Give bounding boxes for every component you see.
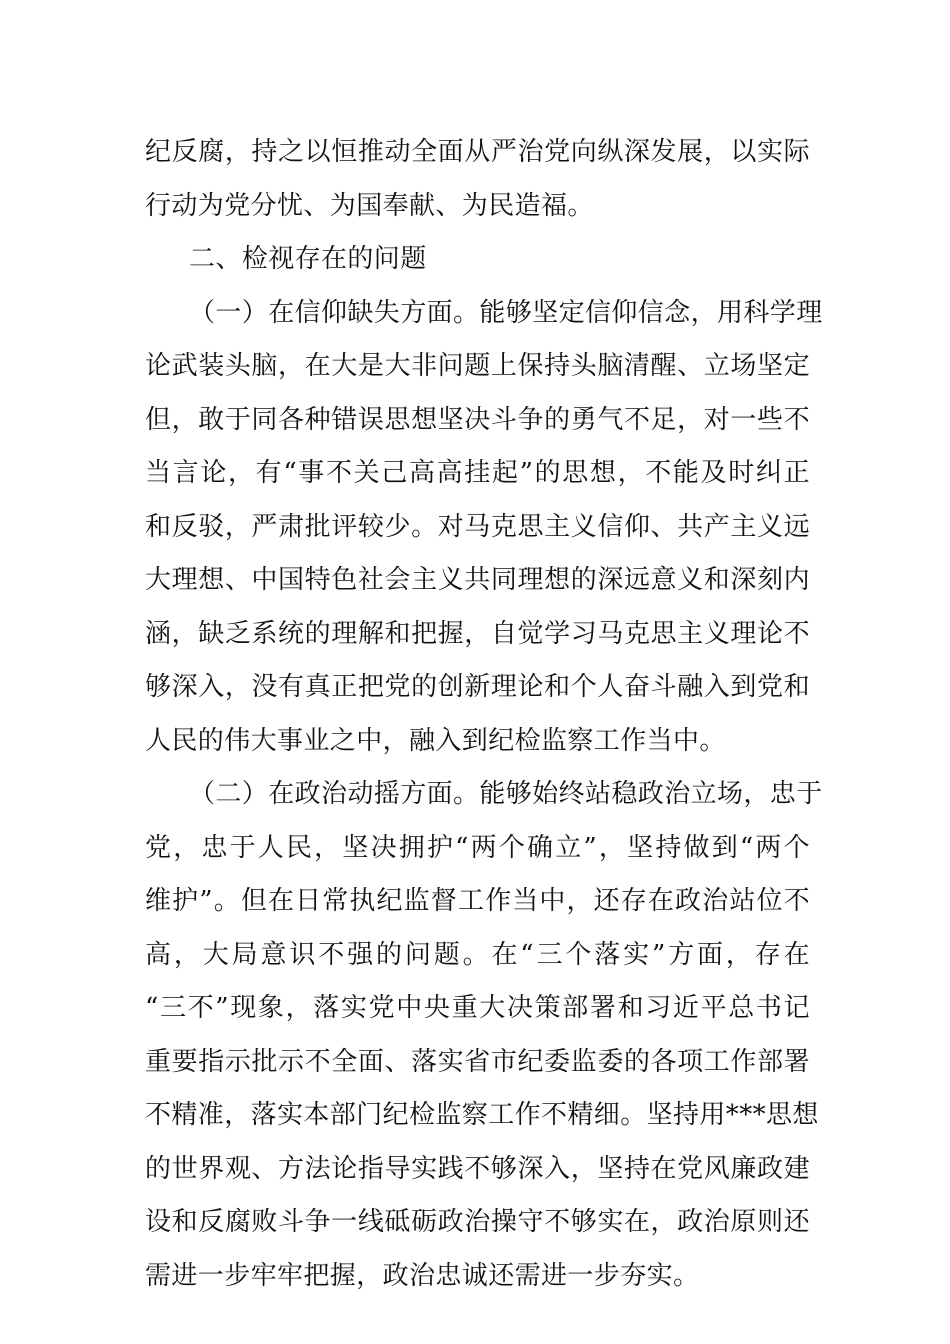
section-heading: 二、检视存在的问题: [189, 244, 427, 274]
text-line: （一）在信仰缺失方面。能够坚定信仰信念，用科学理: [189, 297, 823, 328]
text-line: 行动为党分忧、为国奉献、为民造福。: [145, 190, 594, 221]
text-line: 但，敢于同各种错误思想坚决斗争的勇气不足，对一些不: [145, 404, 810, 435]
text-line: 大理想、中国特色社会主义共同理想的深远意义和深刻内: [145, 565, 810, 595]
text-line: 纪反腐，持之以恒推动全面从严治党向纵深发展，以实际: [145, 137, 810, 167]
text-line: 设和反腐败斗争一线砥砺政治操守不够实在，政治原则还: [145, 1207, 810, 1237]
text-line: （二）在政治动摇方面。能够始终站稳政治立场，忠于: [189, 779, 823, 809]
document-page: [145, 126, 823, 1303]
text-line: 涵，缺乏系统的理解和把握，自觉学习马克思主义理论不: [145, 618, 810, 649]
text-line: 党，忠于人民，坚决拥护“两个确立”，坚持做到“两个: [145, 832, 810, 863]
text-line: 高，大局意识不强的问题。在“三个落实”方面，存在: [145, 939, 810, 970]
text-line: 维护”。但在日常执纪监督工作当中，还存在政治站位不: [145, 886, 810, 916]
text-line: 重要指示批示不全面、落实省市纪委监委的各项工作部署: [145, 1046, 810, 1077]
text-line: 不精准，落实本部门纪检监察工作不精细。坚持用***思想: [145, 1100, 819, 1130]
text-line: 和反驳，严肃批评较少。对马克思主义信仰、共产主义远: [145, 511, 810, 542]
text-line: 够深入，没有真正把党的创新理论和个人奋斗融入到党和: [145, 672, 810, 702]
text-line: 需进一步牢牢把握，政治忠诚还需进一步夯实。: [145, 1260, 700, 1291]
text-line: 的世界观、方法论指导实践不够深入，坚持在党风廉政建: [145, 1153, 810, 1184]
text-line: 人民的伟大事业之中，融入到纪检监察工作当中。: [145, 725, 726, 756]
text-line: 当言论，有“事不关己高高挂起”的思想，不能及时纠正: [145, 458, 810, 488]
text-line: “三不”现象，落实党中央重大决策部署和习近平总书记: [145, 993, 810, 1023]
text-line: 论武装头脑，在大是大非问题上保持头脑清醒、立场坚定: [145, 351, 810, 381]
